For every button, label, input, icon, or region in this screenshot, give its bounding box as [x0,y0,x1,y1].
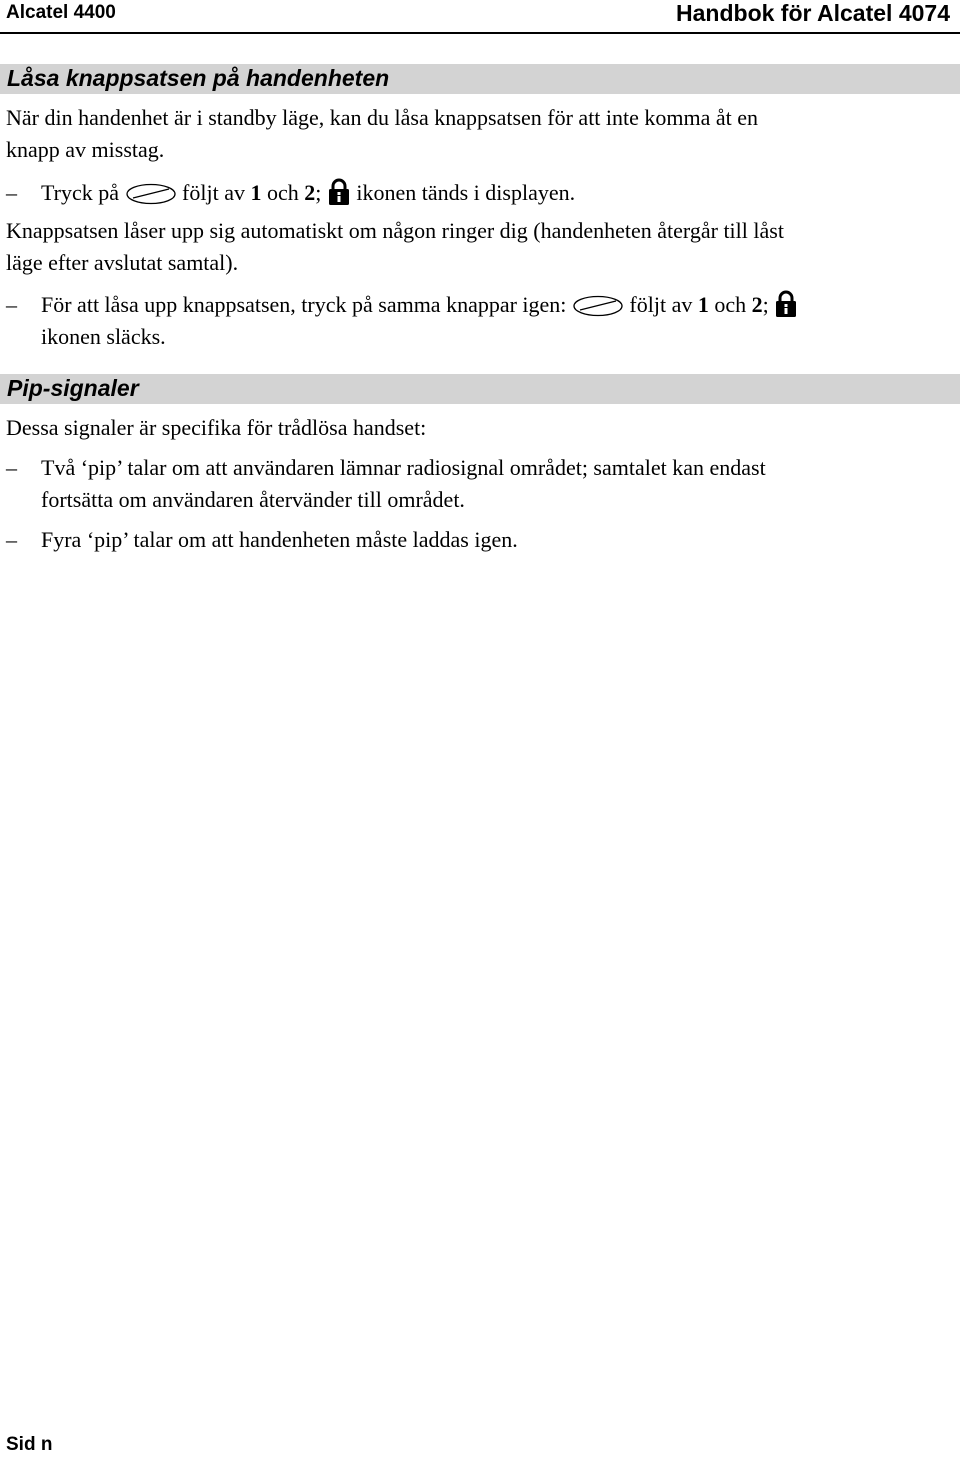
text-line: Knappsatsen låser upp sig automatiskt om någon ringer dig (handenheten återgår till låst [6,218,784,243]
list-dash: – [6,455,17,480]
text-span: Tryck på [41,180,120,205]
text-span: följt av [182,180,251,205]
text-line: Två ‘pip’ talar om att användaren lämnar radiosignal området; samtalet kan endast [41,455,766,480]
key-number: 2 [304,180,316,205]
key-icon [572,295,624,317]
beeps-intro [6,412,946,444]
page-header [0,0,960,34]
header-product: Alcatel 4400 [6,2,116,23]
text-line: läge efter avslutat samtal). [6,250,239,275]
list-item-text [41,177,941,209]
list-dash: – [6,180,17,205]
text-span: och [708,292,752,317]
header-title: Handbok för Alcatel 4074 [676,0,950,26]
section-heading-lock [0,64,960,94]
text-span: För att låsa upp knappsatsen, tryck på samma knappar igen: [41,292,567,317]
list-item-text [41,452,941,516]
text-line: Dessa signaler är specifika för trådlösa handset: [6,415,427,440]
intro-paragraph [6,102,946,166]
text-span: och [261,180,305,205]
lock-icon [327,178,351,206]
text-line: När din handenhet är i standby läge, kan du låsa knappsatsen för att inte komma åt en [6,105,759,130]
section-title: Pip-signaler [7,375,139,401]
text-line: ikonen släcks. [41,324,166,349]
text-span: ; [762,292,769,317]
text-line: knapp av misstag. [6,137,165,162]
auto-unlock-paragraph [6,215,946,279]
section-heading-beeps [0,374,960,404]
text-line [41,289,941,321]
text-line: fortsätta om användaren återvänder till området. [41,487,465,512]
text-span: ikonen tänds i displayen. [356,180,576,205]
list-item-text [41,524,941,556]
lock-icon [774,290,798,318]
text-span: följt av [629,292,698,317]
text-span: ; [315,180,322,205]
page-number: Sid n [6,1434,53,1455]
text-line: Fyra ‘pip’ talar om att handenheten måste laddas igen. [41,527,518,552]
key-number: 2 [751,292,763,317]
list-dash: – [6,527,17,552]
key-number: 1 [697,292,709,317]
key-icon [125,183,177,205]
list-dash: – [6,292,17,317]
section-title: Låsa knappsatsen på handenheten [7,65,390,91]
key-number: 1 [250,180,262,205]
list-item-text [41,289,941,353]
